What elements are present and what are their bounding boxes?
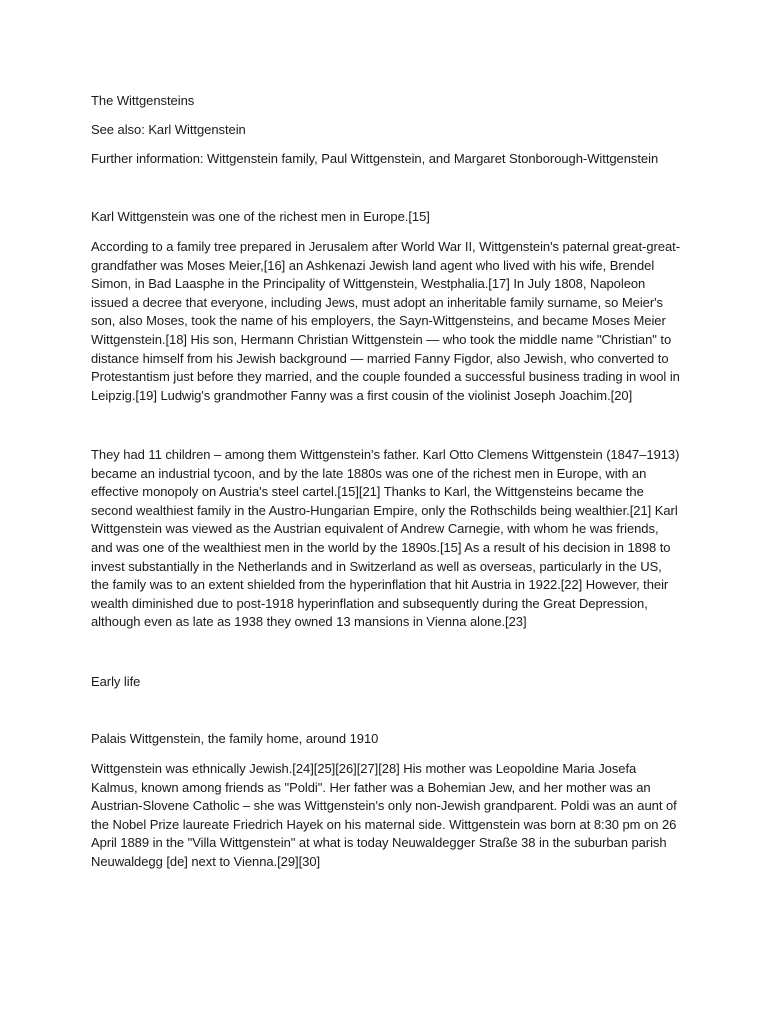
section-heading-early-life: Early life: [91, 674, 141, 689]
further-information-note: Further information: Wittgenstein family, Paul Wittgenstein, and Margaret Stonborough-Wittgenstein: [91, 151, 659, 166]
paragraph-children: They had 11 children – among them Wittgenstein's father. Karl Otto Clemens Wittgenstein (1847–1913) became an industrial tycoon, and by the late 1880s was one of the richest men in Europe, with an effective monopoly on Austria's steel cartel.[15][21] Thanks to Karl, the Wittgensteins became the second wealthiest family in the Austro-Hungarian Empire, only the Rothschilds being wealthier.[21] Karl Wittgenstein was viewed as the Austrian equivalent of Andrew Carnegie, with whom he was friends, and was one of the wealthiest men in the world by the 1890s.[15] As a result of his decision in 1898 to invest substantially in the Netherlands and in Switzerland as well as overseas, particularly in the US, the family was to an extent shielded from the hyperinflation that hit Austria in 1922.[22] However, their wealth diminished due to post-1918 hyperinflation and subsequently during the Great Depression, although even as late as 1938 they owned 13 mansions in Vienna alone.[23]: [91, 447, 680, 630]
paragraph-early-life: Wittgenstein was ethnically Jewish.[24][25][26][27][28] His mother was Leopoldine Maria Josefa Kalmus, known among friends as "Poldi". Her father was a Bohemian Jew, and her mother was an Austrian-Slovene Catholic – she was Wittgenstein's only non-Jewish grandparent. Poldi was an aunt of the Nobel Prize laureate Friedrich Hayek on his maternal side. Wittgenstein was born at 8:30 pm on 26 April 1889 in the "Villa Wittgenstein" at what is today Neuwaldegger Straße 38 in the suburban parish Neuwaldegg [de] next to Vienna.[29][30]: [91, 761, 677, 869]
see-also-note: See also: Karl Wittgenstein: [91, 122, 246, 137]
image-caption-palais: Palais Wittgenstein, the family home, around 1910: [91, 731, 379, 746]
paragraph-family-tree: According to a family tree prepared in Jerusalem after World War II, Wittgenstein's paternal great-great-grandfather was Moses Meier,[16] an Ashkenazi Jewish land agent who lived with his wife, Brendel Simon, in Bad Laasphe in the Principality of Wittgenstein, Westphalia.[17] In July 1808, Napoleon issued a decree that everyone, including Jews, must adopt an inheritable family surname, so Meier's son, also Moses, took the name of his employers, the Sayn-Wittgensteins, and became Moses Meier Wittgenstein.[18] His son, Hermann Christian Wittgenstein — who took the middle name "Christian" to distance himself from his Jewish background — married Fanny Figdor, also Jewish, who converted to Protestantism just before they married, and the couple founded a successful business trading in wool in Leipzig.[19] Ludwig's grandmother Fanny was a first cousin of the violinist Joseph Joachim.[20]: [91, 239, 680, 403]
image-caption-karl: Karl Wittgenstein was one of the richest men in Europe.[15]: [91, 209, 430, 224]
section-heading-wittgensteins: The Wittgensteins: [91, 93, 195, 108]
